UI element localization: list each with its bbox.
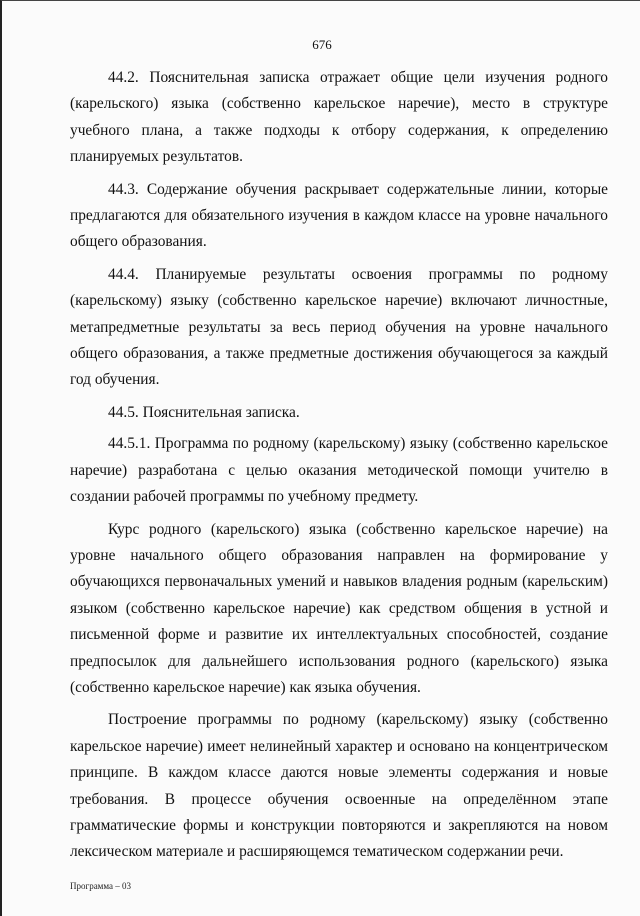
document-body: [70, 65, 608, 872]
paragraph-44-2: 44.2. Пояснительная записка отражает общие цели изучения родного (карельского) языка (собственно карельское наречие), место в структуре учебного плана, а также подходы к отбору содержания, к определению планируемых результатов.: [70, 69, 608, 166]
footer-program-code: Программа – 03: [70, 881, 132, 891]
paragraph-44-5-1: 44.5.1. Программа по родному (карельскому) языку (собственно карельское наречие) разработана с целью оказания методической помощи учителю в создании рабочей программы по учебному предмету.: [70, 435, 608, 506]
paragraph-44-5-heading: 44.5. Пояснительная записка.: [108, 403, 300, 421]
paragraph-44-3: 44.3. Содержание обучения раскрывает содержательные линии, которые предлагаются для обязательного изучения в каждом классе на уровне начального общего образования.: [70, 180, 608, 251]
paragraph-program-structure: Построение программы по родному (карельскому) языку (собственно карельское наречие) имеет нелинейный характер и основано на концентрическом принципе. В каждом классе даются новые элементы содержания и новые требования. В процессе обучения освоенные на определённом этапе грамматические формы и конструкции повторяются и закрепляются на новом лексическом материале и расширяющемся тематическом содержании речи.: [70, 711, 608, 861]
paragraph-44-4: 44.4. Планируемые результаты освоения программы по родному (карельскому) языку (собственно карельское наречие) включают личностные, метапредметные результаты за весь период обучения на уровне начального общего образования, а также предметные достижения обучающегося за каждый год обучения.: [70, 265, 608, 389]
page-number: 676: [312, 37, 332, 52]
paragraph-course-description: Курс родного (карельского) языка (собственно карельское наречие) на уровне начального общего образования направлен на формирование у обучающихся первоначальных умений и навыков владения родным (карельским) языком (собственно карельское наречие) как средством общения в устной и письменной форме и развитие их интеллектуальных способностей, создание предпосылок для дальнейшего использования родного (карельского) языка (собственно карельское наречие) как языка обучения.: [70, 520, 608, 696]
